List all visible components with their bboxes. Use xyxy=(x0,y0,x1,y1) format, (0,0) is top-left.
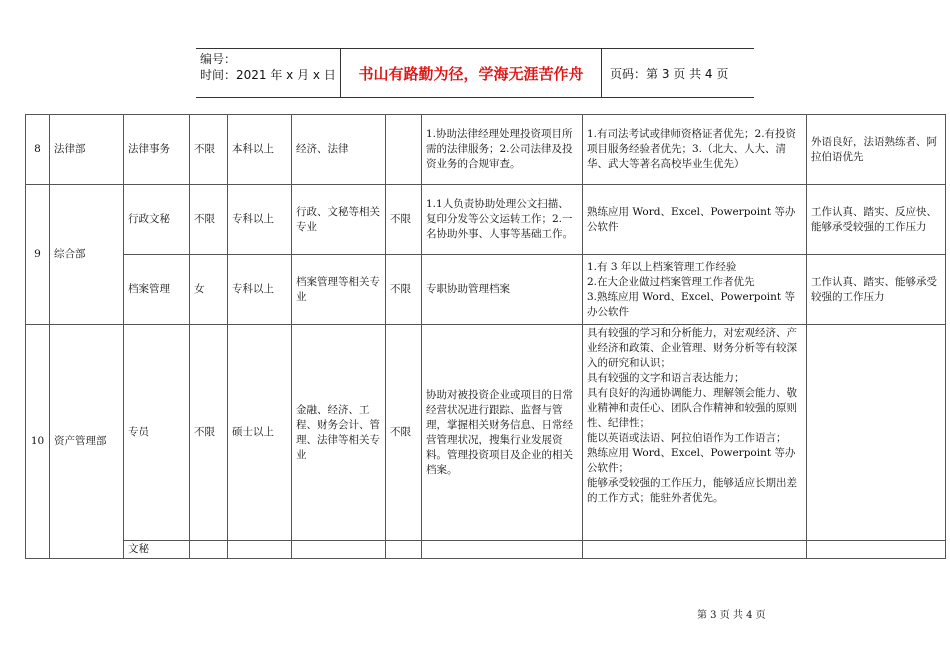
requirement-line: 2.在大企业做过档案管理工作者优先 xyxy=(587,275,755,288)
requirement-line: 能以英语或法语、阿拉伯语作为工作语言； xyxy=(587,432,787,444)
gender: 不限 xyxy=(190,325,228,541)
major: 档案管理等相关专业 xyxy=(292,255,386,325)
empty-cell xyxy=(422,541,583,559)
position: 文秘 xyxy=(124,541,190,559)
duty: 协助对被投资企业或项目的日常经营状况进行跟踪、监督与管理，掌握相关财务信息、日常经营管理状况，搜集行业发展资料。管理投资项目及企业的相关档案。 xyxy=(422,325,583,541)
age xyxy=(386,115,422,185)
gender: 不限 xyxy=(190,185,228,255)
empty-cell xyxy=(292,541,386,559)
page-label: 页码：第 3 页 共 4 页 xyxy=(610,66,729,81)
time-label: 时间：2021 年 x 月 x 日 xyxy=(200,68,336,82)
other-requirements xyxy=(807,325,946,541)
empty-cell xyxy=(228,541,292,559)
education: 硕士以上 xyxy=(228,325,292,541)
number-label: 编号： xyxy=(200,52,237,66)
row-number: 9 xyxy=(26,185,50,325)
education: 专科以上 xyxy=(228,255,292,325)
major: 行政、文秘等相关专业 xyxy=(292,185,386,255)
gender: 女 xyxy=(190,255,228,325)
requirement-line: 具有较强的学习和分析能力，对宏观经济、产业经济和政策、企业管理、财务分析等有较深入的研究和认识； xyxy=(587,327,797,369)
duty: 1.协助法律经理处理投资项目所需的法律服务；2.公司法律及投资业务的合规审查。 xyxy=(422,115,583,185)
department: 综合部 xyxy=(50,185,124,325)
empty-cell xyxy=(386,541,422,559)
empty-cell xyxy=(190,541,228,559)
recruitment-table xyxy=(25,114,946,559)
duty: 专职协助管理档案 xyxy=(422,255,583,325)
position: 法律事务 xyxy=(124,115,190,185)
other-requirements: 工作认真、踏实、反应快、能够承受较强的工作压力 xyxy=(807,185,946,255)
requirement-line: 具有较强的文字和语言表达能力； xyxy=(587,372,745,384)
education: 专科以上 xyxy=(228,185,292,255)
requirement-line: 具有良好的沟通协调能力、理解领会能力、敬业精神和责任心、团队合作精神和较强的原则性、纪律性； xyxy=(587,387,797,429)
table-row xyxy=(26,115,946,185)
position: 专员 xyxy=(124,325,190,541)
age: 不限 xyxy=(386,325,422,541)
table-row xyxy=(26,255,946,325)
requirement-line: 熟练应用 Word、Excel、Powerpoint 等办公软件； xyxy=(587,447,796,474)
other-requirements: 工作认真、踏实、能够承受较强的工作压力 xyxy=(807,255,946,325)
table-row xyxy=(26,541,946,559)
requirements: 1.有司法考试或律师资格证者优先；2.有投资项目服务经验者优先；3.（北大、人大、清华、武大等著名高校毕业生优先） xyxy=(583,115,807,185)
other-requirements: 外语良好，法语熟练者、阿拉伯语优先 xyxy=(807,115,946,185)
department: 资产管理部 xyxy=(50,325,124,559)
position: 行政文秘 xyxy=(124,185,190,255)
age: 不限 xyxy=(386,255,422,325)
requirements: 熟练应用 Word、Excel、Powerpoint 等办公软件 xyxy=(583,185,807,255)
row-number: 10 xyxy=(26,325,50,559)
position: 档案管理 xyxy=(124,255,190,325)
empty-cell xyxy=(583,541,807,559)
page-header xyxy=(196,48,754,98)
gender: 不限 xyxy=(190,115,228,185)
empty-cell xyxy=(807,541,946,559)
row-number: 8 xyxy=(26,115,50,185)
major: 金融、经济、工程、财务会计、管理、法律等相关专业 xyxy=(292,325,386,541)
requirement-line: 1.有 3 年以上档案管理工作经验 xyxy=(587,260,737,273)
table-row xyxy=(26,325,946,541)
education: 本科以上 xyxy=(228,115,292,185)
duty: 1.1人负责协助处理公文扫描、复印分发等公文运转工作；2.一名协助外事、人事等基础工作。 xyxy=(422,185,583,255)
table-row xyxy=(26,185,946,255)
motto: 书山有路勤为径，学海无涯苦作舟 xyxy=(340,49,602,97)
page-footer: 第 3 页 共 4 页 xyxy=(697,610,766,621)
requirements xyxy=(583,325,807,541)
requirements xyxy=(583,255,807,325)
requirement-line: 3.熟练应用 Word、Excel、Powerpoint 等办公软件 xyxy=(587,290,795,318)
requirement-line: 能够承受较强的工作压力，能够适应长期出差的工作方式；能驻外者优先。 xyxy=(587,477,797,504)
header-meta xyxy=(196,49,340,97)
major: 经济、法律 xyxy=(292,115,386,185)
age: 不限 xyxy=(386,185,422,255)
department: 法律部 xyxy=(50,115,124,185)
